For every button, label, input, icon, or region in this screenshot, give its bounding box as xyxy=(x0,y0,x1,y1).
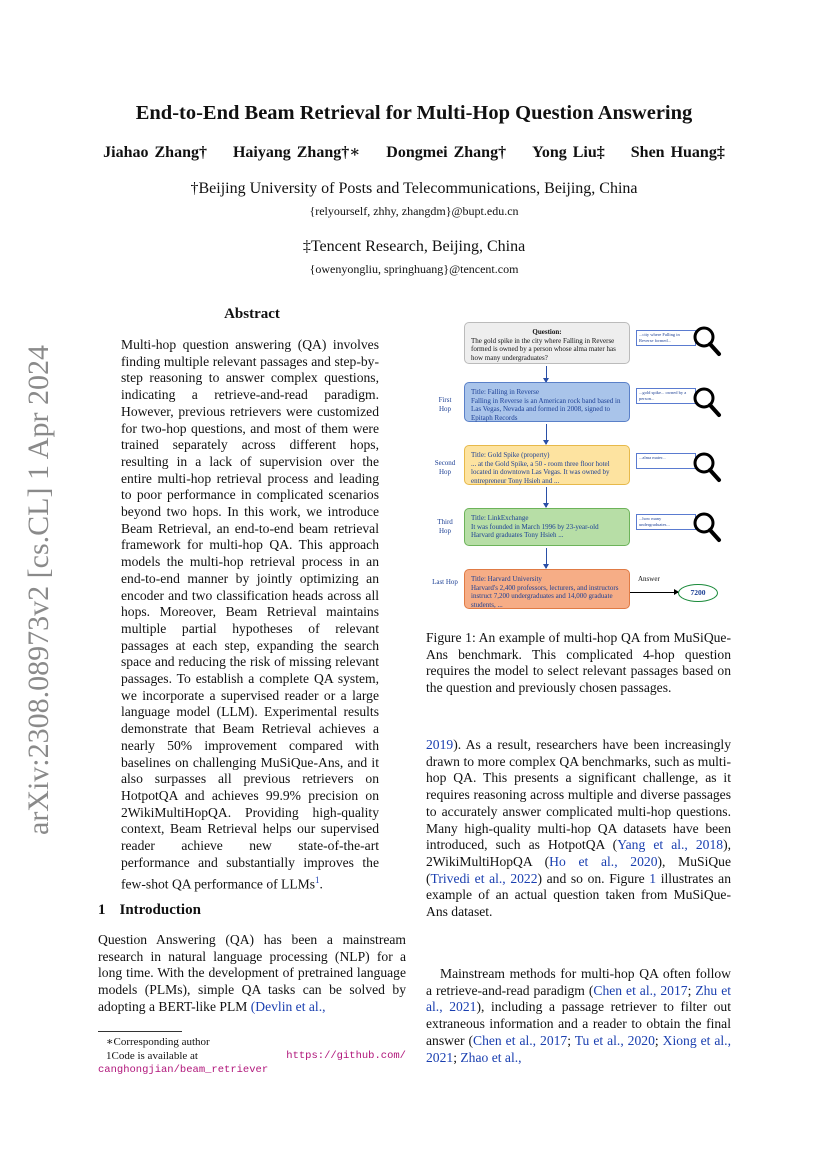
abstract-heading: Abstract xyxy=(224,306,280,322)
query-snippet: ...how many undergraduates... xyxy=(636,514,696,530)
paragraph xyxy=(426,737,731,921)
question-text: The gold spike in the city where Falling in Reverse formed is owned by a person whose alma mater has how many undergraduates? xyxy=(471,336,616,362)
text: ; xyxy=(567,1032,575,1048)
abstract-end: . xyxy=(319,876,323,892)
abstract-body xyxy=(121,337,379,893)
email: {owenyongliu, springhuang}@tencent.com xyxy=(309,262,519,276)
intro-paragraph xyxy=(98,932,406,1016)
text: ; xyxy=(687,982,696,998)
citation-link[interactable]: Zhu et al., 2021 xyxy=(426,982,732,1015)
passage-title: Title: Gold Spike (property) xyxy=(471,451,550,459)
flow-arrow xyxy=(546,366,547,382)
passage-body: ... at the Gold Spike, a 50 - room three floor hotel located in downtown Las Vegas. It was owned by entrepreneur Tony Hsieh and ... xyxy=(471,459,610,485)
text: ). As a result, researchers have been increasingly drawn to more complex QA benchmarks, such as multi-hop QA. This presents a significant challenge, as it requires reasoning across multiple and diverse passages to accurately answer complicated multi-hop questions. Many high-quality multi-hop QA datasets have been introduced, such as HotpotQA ( xyxy=(426,737,731,853)
footnote-rule xyxy=(98,1031,182,1032)
search-magnifier-icon xyxy=(692,450,722,484)
passage-box xyxy=(464,382,630,422)
section-title: Introduction xyxy=(119,902,201,918)
flow-arrow xyxy=(546,548,547,568)
text: Mainstream methods for multi-hop QA often follow a retrieve-and-read paradigm ( xyxy=(426,966,731,998)
answer-bubble: 7200 xyxy=(678,584,718,602)
figure-ref-link[interactable]: 1 xyxy=(649,870,657,886)
citation-link[interactable]: Trivedi et al., 2022 xyxy=(430,870,538,886)
passage-box xyxy=(464,508,630,546)
answer-arrow xyxy=(630,592,678,593)
footnote-corresponding: ∗Corresponding author xyxy=(106,1036,210,1048)
section-heading xyxy=(98,902,201,919)
query-snippet: ...city where Falling in Reverse formed... xyxy=(636,330,696,346)
intro-text: Question Answering (QA) has been a mainstream research in natural language processing (NLP) for a long time. With the development of pretrained language models (PLMs), simple QA tasks can be solved by adopting a BERT-like PLM xyxy=(98,932,406,1014)
hop-label: Second Hop xyxy=(434,459,456,476)
citation-link[interactable]: Zhao et al., xyxy=(460,1049,522,1065)
citation-link[interactable]: Tu et al., 2020 xyxy=(574,1032,655,1048)
footnote-code-text: 1Code is available at xyxy=(106,1050,198,1062)
author-list xyxy=(0,142,828,162)
search-magnifier-icon xyxy=(692,324,722,358)
text: ), 2WikiMultiHopQA ( xyxy=(426,837,731,869)
paragraph xyxy=(426,966,731,1066)
passage-title: Title: Harvard University xyxy=(471,575,542,583)
passage-body: It was founded in March 1996 by 23-year-old Harvard graduates Tony Hsieh ... xyxy=(471,522,599,540)
flow-arrow xyxy=(546,424,547,444)
footnote-code xyxy=(98,1049,406,1063)
code-url-link[interactable]: https://github.com/ xyxy=(286,1050,406,1062)
arxiv-stamp: arXiv:2308.08973v2 [cs.CL] 1 Apr 2024 xyxy=(22,345,55,835)
text: ; xyxy=(654,1032,663,1048)
figure-caption: Figure 1: An example of multi-hop QA from MuSiQue-Ans benchmark. This complicated 4-hop question requires the model to select relevant passages based on the question and previously chosen passages. xyxy=(426,630,731,696)
section-number: 1 xyxy=(98,902,106,918)
author: Yong Liu‡ xyxy=(532,144,605,161)
author: Shen Huang‡ xyxy=(630,144,725,161)
paper-title: End-to-End Beam Retrieval for Multi-Hop Question Answering xyxy=(135,102,693,124)
text: ), MuSiQue ( xyxy=(426,853,731,886)
passage-title: Title: LinkExchange xyxy=(471,514,529,522)
query-snippet: ...alma mater... xyxy=(636,453,696,469)
passage-box xyxy=(464,569,630,609)
author: Haiyang Zhang†∗ xyxy=(232,144,361,161)
author: Dongmei Zhang† xyxy=(386,144,507,161)
hop-label: Third Hop xyxy=(437,518,453,535)
code-url-link-cont[interactable]: canghongjian/beam_retriever xyxy=(98,1064,269,1076)
citation-link[interactable]: (Devlin et al., xyxy=(250,998,326,1014)
question-heading: Question: xyxy=(532,328,562,336)
passage-title: Title: Falling in Reverse xyxy=(471,388,539,396)
abstract-text: Multi-hop question answering (QA) involves finding multiple relevant passages and step-by-step reasoning to answer complex questions, indicating a retrieve-and-read paradigm. However, previous retrievers were customized for two-hop questions, and most of them were trained separately across different hops, resulting in a lack of supervision over the entire multi-hop retrieval process and leading to poor performance in complicated scenarios beyond two hops. In this work, we introduce Beam Retrieval, an end-to-end beam retrieval framework for multi-hop QA. This approach models the multi-hop retrieval process in an end-to-end manner by jointly optimizing an encoder and two classification heads across all hops. Moreover, Beam Retrieval maintains multiple partial hypotheses of relevant passages at each step, expanding the search space and reducing the risk of missing relevant passages. To establish a complete QA system, we incorporate a supervised reader or a large language model (LLM). Experimental results demonstrate that Beam Retrieval achieves a nearly 50% improvement compared with baselines on challenging MuSiQue-Ans, and it also surpasses all previous retrievers on HotpotQA and achieves 99.9% precision on 2WikiMultiHopQA. Providing high-quality context, Beam Retrieval helps our supervised reader achieve new state-of-the-art performance and substantially improves the few-shot QA performance of LLMs xyxy=(121,337,379,892)
text: ; xyxy=(453,1049,461,1065)
email: {relyourself, zhhy, zhangdm}@bupt.edu.cn xyxy=(309,204,519,218)
footnotes xyxy=(98,1035,406,1077)
search-magnifier-icon xyxy=(692,510,722,544)
author: Jiahao Zhang† xyxy=(103,144,207,161)
affiliation: †Beijing University of Posts and Telecommunications, Beijing, China xyxy=(190,180,638,197)
hop-label: Last Hop xyxy=(432,578,458,586)
citation-link[interactable]: 2019 xyxy=(426,737,454,752)
figure-1 xyxy=(426,318,731,618)
citation-link[interactable]: Chen et al., 2017 xyxy=(593,982,688,998)
text: illustrates an example of an actual question taken from MuSiQue-Ans dataset. xyxy=(426,870,732,920)
passage-body: Harvard's 2,400 professors, lecturers, and instructors instruct 7,200 undergraduates and 14,000 graduate students, ... xyxy=(471,583,619,609)
citation-link[interactable]: Ho et al., 2020 xyxy=(549,853,658,869)
hop-label: First Hop xyxy=(438,396,452,413)
footnote-mark[interactable]: 1 xyxy=(315,874,320,885)
citation-link[interactable]: Chen et al., 2017 xyxy=(473,1032,568,1048)
flow-arrow xyxy=(546,487,547,507)
affiliation: ‡Tencent Research, Beijing, China xyxy=(302,238,526,255)
search-magnifier-icon xyxy=(692,385,722,419)
answer-label: Answer xyxy=(638,575,660,583)
question-box xyxy=(464,322,630,364)
passage-box xyxy=(464,445,630,485)
query-snippet: ...gold spike... owned by a person... xyxy=(636,388,696,404)
text: ), including a passage retriever to filter out extraneous information and a reader to obtain the final answer ( xyxy=(426,999,731,1048)
citation-link[interactable]: Yang et al., 2018 xyxy=(617,837,724,853)
text: ) and so on. Figure xyxy=(537,870,650,886)
passage-body: Falling in Reverse is an American rock band based in Las Vegas, Nevada and formed in 2008, signed to Epitaph Records xyxy=(471,396,621,422)
citation-link[interactable]: Xiong et al., 2021 xyxy=(426,1032,731,1065)
